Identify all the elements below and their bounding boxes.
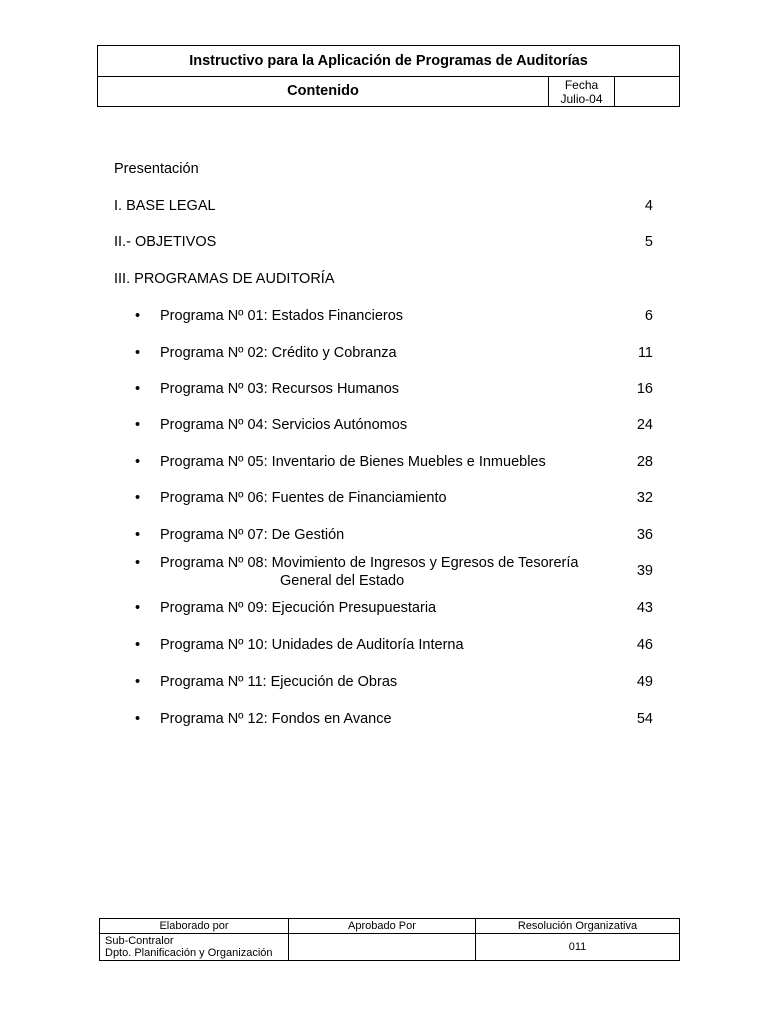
toc-page-number: 24 (636, 417, 653, 433)
toc-page-number: 54 (636, 711, 653, 727)
toc-entry-base-legal (0, 198, 768, 220)
bullet-icon: • (135, 454, 141, 470)
footer-resolucion-value: 011 (568, 941, 587, 953)
toc-program-item (0, 381, 768, 403)
toc-program-item (0, 308, 768, 330)
footer-elaborado-value (100, 934, 289, 960)
toc-program-item (0, 527, 768, 549)
bullet-icon: • (135, 381, 141, 397)
toc-entry-label: II.- OBJETIVOS (114, 234, 217, 250)
toc-program-item (0, 417, 768, 439)
toc-program-item (0, 555, 768, 595)
bullet-icon: • (135, 527, 141, 543)
toc-page-number: 16 (636, 381, 653, 397)
toc-page-number: 32 (636, 490, 653, 506)
empty-cell (615, 77, 679, 106)
toc-page-number: 28 (636, 454, 653, 470)
toc-entry-label: Programa Nº 03: Recursos Humanos (160, 381, 400, 397)
bullet-icon: • (135, 711, 141, 727)
toc-entry-label: Programa Nº 05: Inventario de Bienes Muebles e Inmuebles (160, 454, 546, 470)
toc-program-item (0, 600, 768, 622)
footer-elaborado-line1: Sub-Contralor (105, 935, 174, 947)
toc-program-item (0, 454, 768, 476)
footer-header-resolucion: Resolución Organizativa (476, 919, 679, 934)
toc-entry-label: I. BASE LEGAL (114, 198, 216, 214)
toc-page-number: 6 (644, 308, 653, 324)
toc-program-item (0, 345, 768, 367)
toc-page-number: 11 (637, 345, 653, 361)
bullet-icon: • (135, 345, 141, 361)
document-title: Instructivo para la Aplicación de Programas de Auditorías (98, 46, 679, 77)
bullet-icon: • (135, 600, 141, 616)
toc-entry-label: Programa Nº 04: Servicios Autónomos (160, 417, 408, 433)
toc-entry-programas (0, 271, 768, 293)
footer-elaborado-line2: Dpto. Planificación y Organización (105, 947, 273, 959)
toc-entry-label: Presentación (114, 161, 199, 177)
toc-page-number: 36 (636, 527, 653, 543)
toc-page-number: 4 (644, 198, 653, 214)
toc-entry-label: Programa Nº 06: Fuentes de Financiamiento (160, 490, 447, 506)
bullet-icon: • (135, 555, 141, 571)
date-cell (549, 77, 615, 106)
toc-entry-label-continuation: General del Estado (280, 573, 405, 589)
toc-entry-label: III. PROGRAMAS DE AUDITORÍA (114, 271, 335, 287)
toc-entry-label: Programa Nº 09: Ejecución Presupuestaria (160, 600, 437, 616)
toc-program-item (0, 674, 768, 696)
toc-entry-objetivos (0, 234, 768, 256)
toc-page-number: 43 (636, 600, 653, 616)
footer-aprobado-value (289, 934, 476, 960)
toc-program-item (0, 711, 768, 733)
date-value: Julio-04 (560, 92, 603, 106)
document-header (97, 45, 680, 107)
toc-page-number: 49 (636, 674, 653, 690)
toc-page-number: 46 (636, 637, 653, 653)
toc-entry-label: Programa Nº 07: De Gestión (160, 527, 345, 543)
toc-page-number: 39 (636, 563, 653, 579)
section-title: Contenido (98, 77, 549, 106)
date-label: Fecha (564, 78, 599, 92)
toc-entry-label: Programa Nº 01: Estados Financieros (160, 308, 404, 324)
footer-header-aprobado: Aprobado Por (289, 919, 476, 934)
toc-entry-label: Programa Nº 12: Fondos en Avance (160, 711, 392, 727)
toc-program-item (0, 490, 768, 512)
toc-page-number: 5 (644, 234, 653, 250)
bullet-icon: • (135, 490, 141, 506)
toc-entry-label: Programa Nº 08: Movimiento de Ingresos y Egresos de Tesorería (160, 555, 579, 571)
bullet-icon: • (135, 674, 141, 690)
footer-header-elaborado: Elaborado por (100, 919, 289, 934)
toc-entry-label: Programa Nº 02: Crédito y Cobranza (160, 345, 397, 361)
toc-entry-label: Programa Nº 11: Ejecución de Obras (160, 674, 398, 690)
document-footer (99, 918, 680, 961)
bullet-icon: • (135, 637, 141, 653)
bullet-icon: • (135, 308, 141, 324)
toc-program-item (0, 637, 768, 659)
bullet-icon: • (135, 417, 141, 433)
toc-entry-label: Programa Nº 10: Unidades de Auditoría Interna (160, 637, 464, 653)
toc-entry-presentacion (0, 161, 768, 183)
